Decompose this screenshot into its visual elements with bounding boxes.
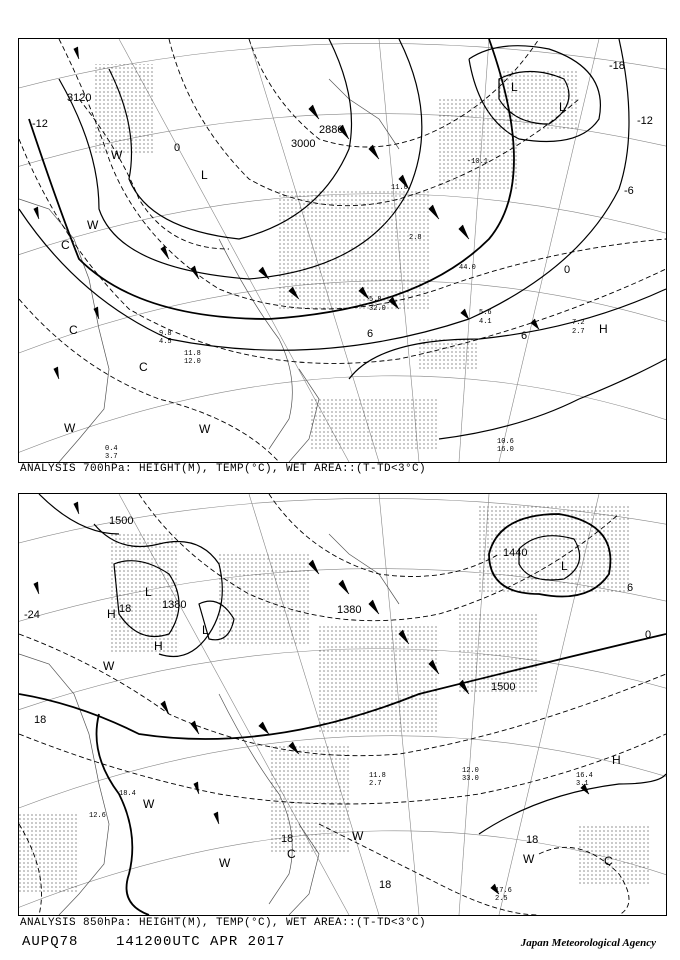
station-value: 2.7: [572, 328, 585, 336]
temp-label: -12: [637, 115, 653, 127]
station-value: 0.4: [105, 445, 118, 453]
temp-label: -24: [24, 609, 40, 621]
station-value: 3.7: [105, 453, 118, 461]
high-pressure-center: H: [154, 639, 163, 653]
high-pressure-center: H: [612, 753, 621, 767]
valid-time: 141200UTC APR 2017: [116, 934, 286, 950]
station-value: 16.0: [497, 446, 514, 454]
temp-label: -18: [609, 60, 625, 72]
low-pressure-center: L: [202, 623, 209, 637]
warm-center: W: [87, 218, 99, 232]
height-label-1500: 1500: [109, 515, 134, 527]
height-label-1440: 1440: [503, 547, 528, 559]
station-value: 17.6: [495, 887, 512, 895]
caption-700hpa: ANALYSIS 700hPa: HEIGHT(M), TEMP(°C), WET AREA::(T-TD<3°C): [20, 463, 427, 475]
wet-area-stipple: [19, 504, 652, 894]
station-value: 2.8: [409, 234, 422, 242]
warm-center: W: [64, 421, 76, 435]
high-pressure-center: H: [107, 607, 116, 621]
station-value: 32.0: [369, 305, 386, 313]
temp-label: 18: [34, 714, 47, 726]
height-label-3120: 3120: [67, 92, 92, 104]
temp-label: 18: [281, 833, 294, 845]
low-pressure-center: L: [201, 168, 208, 182]
temp-label: 6: [521, 330, 528, 342]
station-value: 4.5: [159, 338, 172, 346]
station-value: 5.6: [479, 309, 492, 317]
station-value: 18.4: [119, 790, 136, 798]
cold-center: C: [604, 854, 613, 868]
map-700hpa-svg: [19, 39, 666, 462]
temp-label: -6: [624, 185, 634, 197]
station-value: 4.1: [479, 318, 492, 326]
temp-label: 18: [119, 603, 132, 615]
station-value: 12.0: [462, 767, 479, 775]
station-value: -10.1: [467, 158, 489, 166]
warm-center: W: [199, 422, 211, 436]
height-label-1380: 1380: [162, 599, 187, 611]
station-value: 11.8: [184, 350, 201, 358]
temp-label: 0: [564, 264, 571, 276]
map-850hpa-svg: [19, 494, 666, 915]
warm-center: W: [523, 852, 535, 866]
height-label-1380: 1380: [337, 604, 362, 616]
agency-name: Japan Meteorological Agency: [520, 937, 656, 949]
station-value: 5.8: [369, 296, 382, 304]
map-panel-700hpa: [18, 38, 667, 463]
station-value: 7.2: [572, 319, 585, 327]
low-pressure-center: L: [559, 100, 566, 114]
station-value: 11.0: [391, 184, 408, 192]
station-value: 33.0: [462, 775, 479, 783]
station-value: 16.4: [576, 772, 593, 780]
cold-center: C: [61, 238, 70, 252]
station-value: 11.8: [369, 772, 386, 780]
station-value: 12.0: [184, 358, 201, 366]
temp-label: 18: [379, 879, 392, 891]
temp-label: 0: [174, 142, 181, 154]
station-value: 44.0: [459, 264, 476, 272]
warm-center: W: [103, 659, 115, 673]
station-value: 2.5: [495, 895, 508, 903]
high-pressure-center: H: [599, 322, 608, 336]
height-label-2880: 2880: [319, 124, 344, 136]
low-pressure-center: L: [511, 80, 518, 94]
chart-code: AUPQ78: [22, 934, 79, 950]
height-label-3000: 3000: [291, 138, 316, 150]
low-pressure-center: L: [561, 559, 568, 573]
temp-label: -12: [32, 118, 48, 130]
map-panel-850hpa: [18, 493, 667, 916]
station-value: 2.7: [369, 780, 382, 788]
temp-label: 18: [526, 834, 539, 846]
cold-center: C: [69, 323, 78, 337]
temp-label: 6: [367, 328, 374, 340]
warm-center: W: [219, 856, 231, 870]
cold-center: C: [139, 360, 148, 374]
caption-850hpa: ANALYSIS 850hPa: HEIGHT(M), TEMP(°C), WET AREA::(T-TD<3°C): [20, 917, 427, 929]
warm-center: W: [352, 829, 364, 843]
chart-code-line: [22, 934, 285, 950]
station-value: 3.1: [576, 780, 589, 788]
station-value: 10.6: [497, 438, 514, 446]
low-pressure-center: L: [145, 585, 152, 599]
height-label-1500: 1500: [491, 681, 516, 693]
warm-center: W: [111, 148, 123, 162]
station-value: 12.6: [89, 812, 106, 820]
temp-label: 6: [627, 582, 634, 594]
cold-center: C: [287, 847, 296, 861]
warm-center: W: [143, 797, 155, 811]
station-value: 9.8: [159, 330, 172, 338]
temp-label: 0: [645, 629, 652, 641]
